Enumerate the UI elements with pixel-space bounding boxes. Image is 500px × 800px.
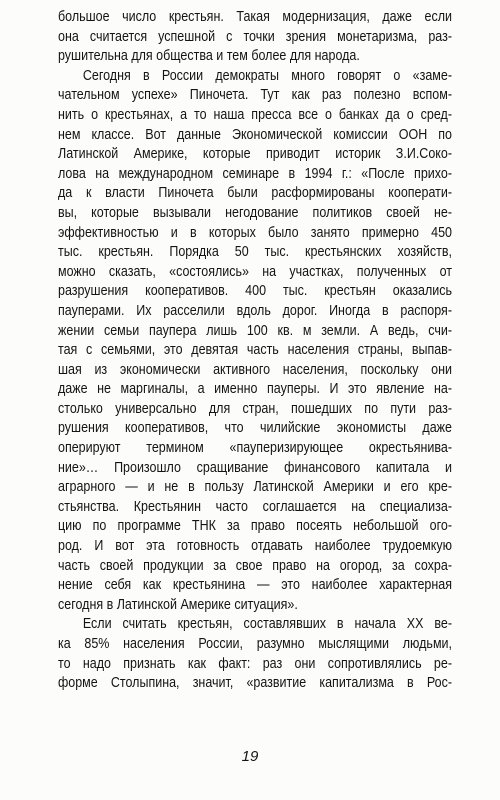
text-line: цию по программе ТНК за право посеять небольшой ого- — [58, 518, 452, 535]
text-line: тая с семьями, это девятая часть населения страны, выпав- — [58, 342, 452, 359]
text-line: Латинской Америке, которые приводит историк З.И.Соко- — [58, 146, 452, 163]
text-line: можно сказать, «состоялись» на участках, полученных от — [58, 263, 452, 280]
text-line: аграрного — и не в пользу Латинской Америки и его кре- — [58, 479, 452, 496]
text-line: ние»… Произошло сращивание финансового капитала и — [58, 459, 452, 476]
text-line: нем классе. Вот данные Экономической комиссии ООН по — [58, 126, 452, 143]
text-line: вы, которые вызывали негодование политиков своей не- — [58, 204, 452, 221]
text-line: разрушения кооперативов. 400 тыс. крестьян оказались — [58, 283, 452, 300]
text-line: ка 85% населения России, разумно мыслящими людьми, — [58, 636, 452, 652]
text-line: даже не маргиналы, а именно пауперы. И это явление на- — [58, 381, 452, 398]
text-line: сегодня в Латинской Америке ситуация». — [58, 596, 298, 613]
paragraph — [58, 67, 452, 616]
text-line: столько универсально для стран, пошедших по пути раз- — [58, 400, 452, 417]
text-line: лова на международном семинаре в 1994 г.: «После прихо- — [58, 165, 452, 182]
text-line: форме Столыпина, значит, «развитие капитализма в Рос- — [58, 675, 452, 692]
text-line: род. И вот эта готовность отдавать наиболее трудоемкую — [58, 538, 452, 555]
text-line: пауперами. Их расселили вдоль дорог. Иногда в распоря- — [58, 302, 452, 319]
text-line: оперируют термином «пауперизирующее окрестьянива- — [58, 440, 452, 457]
text-line: то надо признать как факт: раз они сопротивлялись ре- — [58, 655, 452, 672]
text-line: эффективностью и в которых было занято примерно 450 — [58, 224, 452, 241]
text-line: часть своей продукции за свое право на огород, за сохра- — [58, 557, 452, 574]
text-line: чательном успехе» Пиночета. Тут как раз полезно вспом- — [58, 87, 452, 104]
text-line: большое число крестьян. Такая модернизация, даже если — [58, 9, 452, 25]
page-number: 19 — [241, 748, 259, 765]
text-line: Если считать крестьян, составлявших в начала XX ве- — [82, 616, 452, 633]
text-line: тыс. крестьян. Порядка 50 тыс. крестьянских хозяйств, — [58, 244, 452, 261]
paragraph — [58, 8, 452, 67]
text-line: стьянства. Крестьянин часто соглашается на специализа- — [58, 498, 452, 515]
text-line: рушительна для общества и тем более для народа. — [58, 48, 360, 65]
paragraph — [58, 615, 452, 693]
text-line: шая из экономически активного населения, поскольку они — [58, 361, 452, 378]
text-line: нение себя как крестьянина — это наиболее характерная — [58, 577, 452, 594]
text-line: рушения кооперативов, что чилийские экономисты даже — [58, 420, 452, 437]
text-line: Сегодня в России демократы много говорят о «заме- — [82, 67, 452, 84]
text-line: жении семьи паупера лишь 100 кв. м земли. А ведь, счи- — [58, 322, 452, 339]
text-line: она считается успешной с точки зрения монетаризма, раз- — [58, 28, 452, 45]
text-line: да к власти Пиночета были расформированы кооперати- — [58, 185, 452, 202]
text-line: нить о крестьянах, а то наша пресса все о банках да о сред- — [58, 106, 452, 123]
body-text — [58, 8, 452, 694]
